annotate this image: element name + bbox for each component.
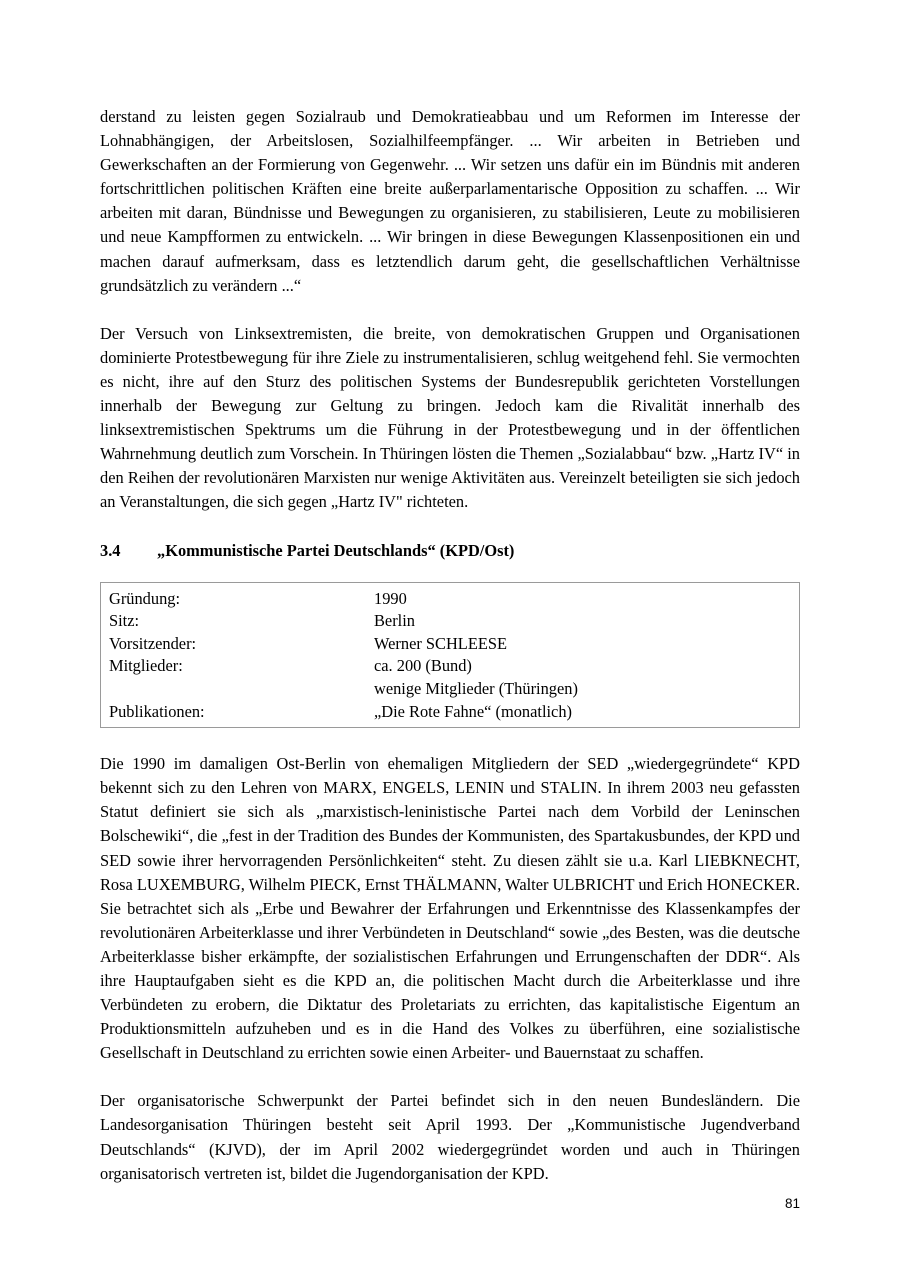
info-value-vorsitzender: Werner SCHLEESE [374, 633, 507, 653]
section-number: 3.4 [100, 540, 121, 560]
info-label-gruendung: Gründung: [109, 588, 181, 608]
section-heading-3-4 [100, 539, 800, 563]
paragraph-organisation: Der organisatorische Schwerpunkt der Partei befindet sich in den neuen Bundesländern. Die Landesorganisation Thüringen besteht seit April 1993. Der „Kommunistische Jugendverband Deutschlands“ (KJVD), der im April 2002 wiedergegründet worden und auch in Thüringen organisatorisch vertreten ist, bildet die Jugendorganisation der KPD. [100, 1091, 800, 1183]
info-label-sitz: Sitz: [109, 611, 140, 631]
info-label-empty [101, 678, 374, 701]
info-value-gruendung: 1990 [374, 588, 407, 608]
table-row [101, 610, 799, 633]
info-value-mitglieder-thueringen: wenige Mitglieder (Thüringen) [374, 678, 578, 698]
page-number: 81 [784, 1196, 800, 1211]
table-row [101, 655, 799, 678]
info-value-mitglieder-bund: ca. 200 (Bund) [374, 656, 472, 676]
info-label-vorsitzender: Vorsitzender: [109, 633, 197, 653]
paragraph-kpd-history: Die 1990 im damaligen Ost-Berlin von ehemaligen Mitgliedern der SED „wiedergegründete“ KPD bekennt sich zu den Lehren von MARX, ENGELS, LENIN und STALIN. In ihrem 2003 neu gefassten Statut definiert sie sich als „marxistisch-leninistische Partei nach dem Vorbild der Leninschen Bolschewiki“, die „fest in der Tradition des Bundes der Kommunisten, des Spartakusbundes, der KPD und SED sowie ihrer hervorragenden Persönlichkeiten“ steht. Zu diesen zählt sie u.a. Karl LIEBKNECHT, Rosa LUXEMBURG, Wilhelm PIECK, Ernst THÄLMANN, Walter ULBRICHT und Erich HONECKER. Sie betrachtet sich als „Erbe und Bewahrer der Erfahrungen und Erkenntnisse des Klassenkampfes der revolutionären Arbeiterklasse und ihrer Verbündeten in Deutschland“ sowie „des Besten, was die deutsche Arbeiterklasse bisher erkämpfte, der sozialistischen Erfahrungen und Errungenschaften der DDR“. Als ihre Hauptaufgaben sieht es die KPD an, die politischen Macht durch die Arbeiterklasse und ihre Verbündeten zu erobern, die Diktatur des Proletariats zu errichten, das kapitalistische Eigentum an Produktionsmitteln aufzuheben und es in die Hand des Volkes zu überführen, eine sozialistische Gesellschaft in Deutschland zu errichten sowie einen Arbeiter- und Bauernstaat zu schaffen. [100, 754, 800, 1063]
info-label-mitglieder: Mitglieder: [109, 656, 183, 676]
info-value-publikationen: „Die Rote Fahne“ (monatlich) [374, 701, 572, 721]
table-row [101, 678, 799, 701]
party-info-table [101, 588, 799, 724]
table-row [101, 633, 799, 656]
info-value-sitz: Berlin [374, 611, 415, 631]
party-info-box [100, 582, 800, 729]
paragraph-protest-movement: Der Versuch von Linksextremisten, die breite, von demokratischen Gruppen und Organisationen dominierte Protestbewegung für ihre Ziele zu instrumentalisieren, schlug weitgehend fehl. Sie vermochten es nicht, ihre auf den Sturz des politischen Systems der Bundesrepublik gerichteten Vorstellungen innerhalb der Bewegung zur Geltung zu bringen. Jedoch kam die Rivalität innerhalb des linksextremistischen Spektrums um die Führung in der Protestbewegung und in der öffentlichen Wahrnehmung deutlich zum Vorschein. In Thüringen lösten die Themen „Sozialabbau“ bzw. „Hartz IV“ in den Reihen der revolutionären Marxisten nur wenige Aktivitäten aus. Vereinzelt beteiligten sie sich jedoch an Veranstaltungen, die sich gegen „Hartz IV" richteten. [100, 323, 800, 512]
table-row [101, 701, 799, 724]
document-page [100, 0, 800, 1272]
paragraph-continuation-quote: derstand zu leisten gegen Sozialraub und Demokratieabbau und um Reformen im Interesse der Lohnabhängigen, der Arbeitslosen, Sozialhilfeempfänger. ... Wir arbeiten in Betrieben und Gewerkschaften an der Formierung von Gegenwehr. ... Wir setzen uns dafür ein im Bündnis mit anderen fortschrittlichen politischen Kräften eine breite außerparlamentarische Opposition zu schaffen. ... Wir arbeiten mit daran, Bündnisse und Bewegungen zu organisieren, zu stabilisieren, Leute zu mobilisieren und neue Kampfformen zu entwickeln. ... Wir bringen in diese Bewegungen Klassenpositionen ein und machen darauf aufmerksam, dass es letztendlich darum geht, die gesellschaftlichen Verhältnisse grundsätzlich zu verändern ...“ [100, 107, 800, 295]
info-label-publikationen: Publikationen: [109, 701, 205, 721]
table-row [101, 588, 799, 611]
section-title: „Kommunistische Partei Deutschlands“ (KPD/Ost) [157, 540, 515, 560]
